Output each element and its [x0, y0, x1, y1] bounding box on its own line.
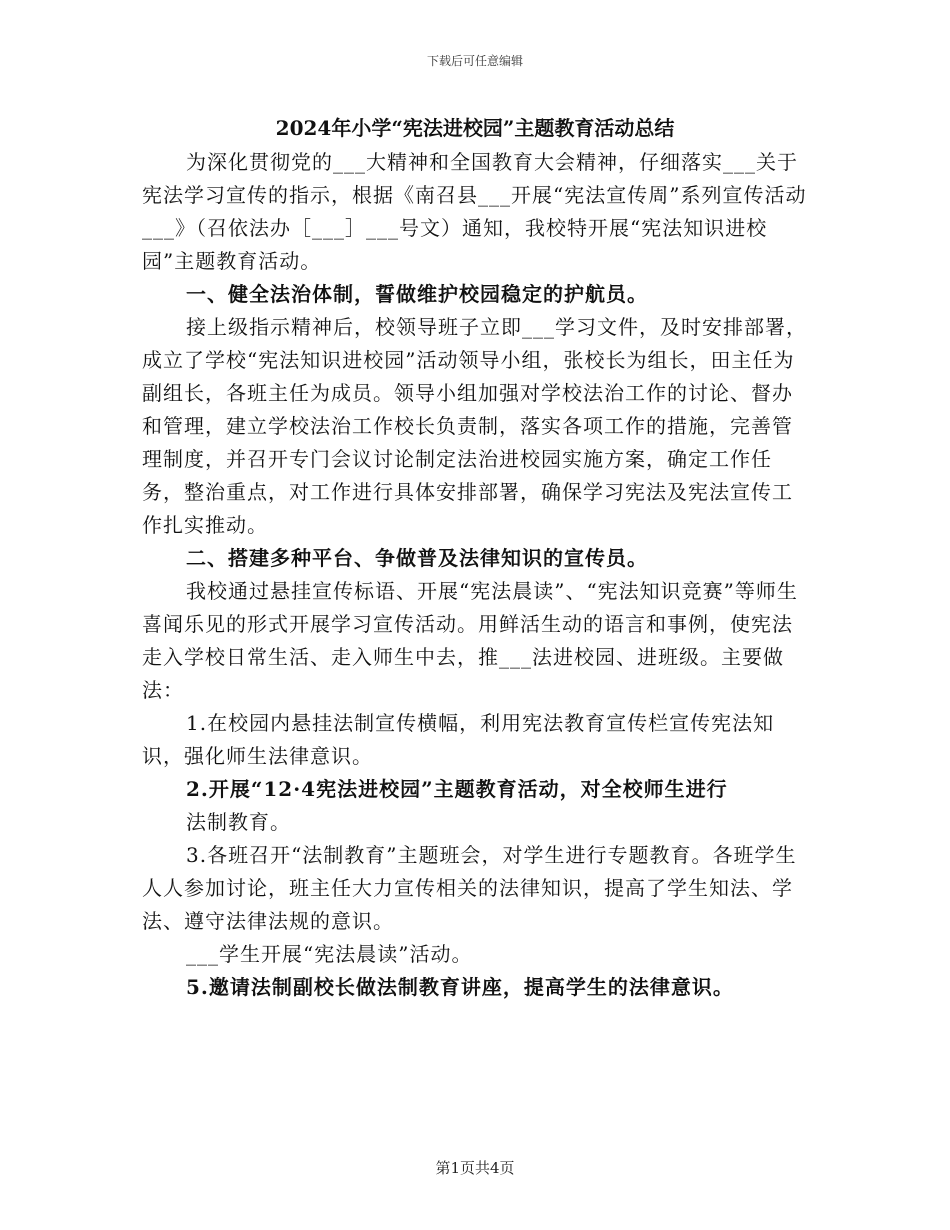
list-item-2-continuation: 法制教育。 — [186, 810, 291, 834]
list-item-5: 5.邀请法制副校长做法制教育讲座，提高学生的法律意识。 — [186, 975, 734, 999]
section-1-paragraph: 接上级指示精神后，校领导班子立即___学习文件，及时安排部署，成立了学校“宪法知识进校园”活动领导小组，张校长为组长，田主任为副组长，各班主任为成员。领导小组加强对学校法治工作的讨论、督办和管理，建立学校法治工作校长负责制，落实各项工作的措施，完善管理制度，并召开专门会议讨论制定法治进校园实施方案，确定工作任务，整治重点，对工作进行具体安排部署，确保学习宪法及宪法宣传工作扎实推动。 — [142, 315, 807, 537]
document-title: 2024年小学“宪法进校园”主题教育活动总结 — [275, 116, 675, 140]
section-heading-2: 二、搭建多种平台、争做普及法律知识的宣传员。 — [186, 546, 648, 570]
intro-paragraph: 为深化贯彻党的___大精神和全国教育大会精神，仔细落实___关于宪法学习宣传的指示，根据《南召县___开展“宪法宣传周”系列宣传活动___》（召依法办［___］___号文）通知，我校特开展“宪法知识进校园”主题教育活动。 — [142, 150, 807, 273]
document-body — [142, 146, 812, 1004]
list-item-3: 3.各班召开“法制教育”主题班会，对学生进行专题教育。各班学生人人参加讨论，班主任大力宣传相关的法律知识，提高了学生知法、学法、遵守法律法规的意识。 — [142, 843, 797, 933]
list-item-1: 1.在校园内悬挂法制宣传横幅，利用宪法教育宣传栏宣传宪法知识，强化师生法律意识。 — [142, 711, 775, 768]
page-header-note: 下载后可任意编辑 — [426, 54, 523, 68]
page-footer-number: 第1页共4页 — [435, 1159, 515, 1177]
list-item-4: ___学生开展“宪法晨读”活动。 — [186, 942, 473, 966]
section-2-paragraph: 我校通过悬挂宣传标语、开展“宪法晨读”、“宪法知识竞赛”等师生喜闻乐见的形式开展学习宣传活动。用鲜活生动的语言和事例，使宪法走入学校日常生活、走入师生中去，推___法进校园、进班级。主要做法： — [142, 579, 798, 702]
section-heading-1: 一、健全法治体制，誓做维护校园稳定的护航员。 — [186, 282, 648, 306]
list-item-2: 2.开展“12·4宪法进校园”主题教育活动，对全校师生进行 — [186, 777, 728, 801]
